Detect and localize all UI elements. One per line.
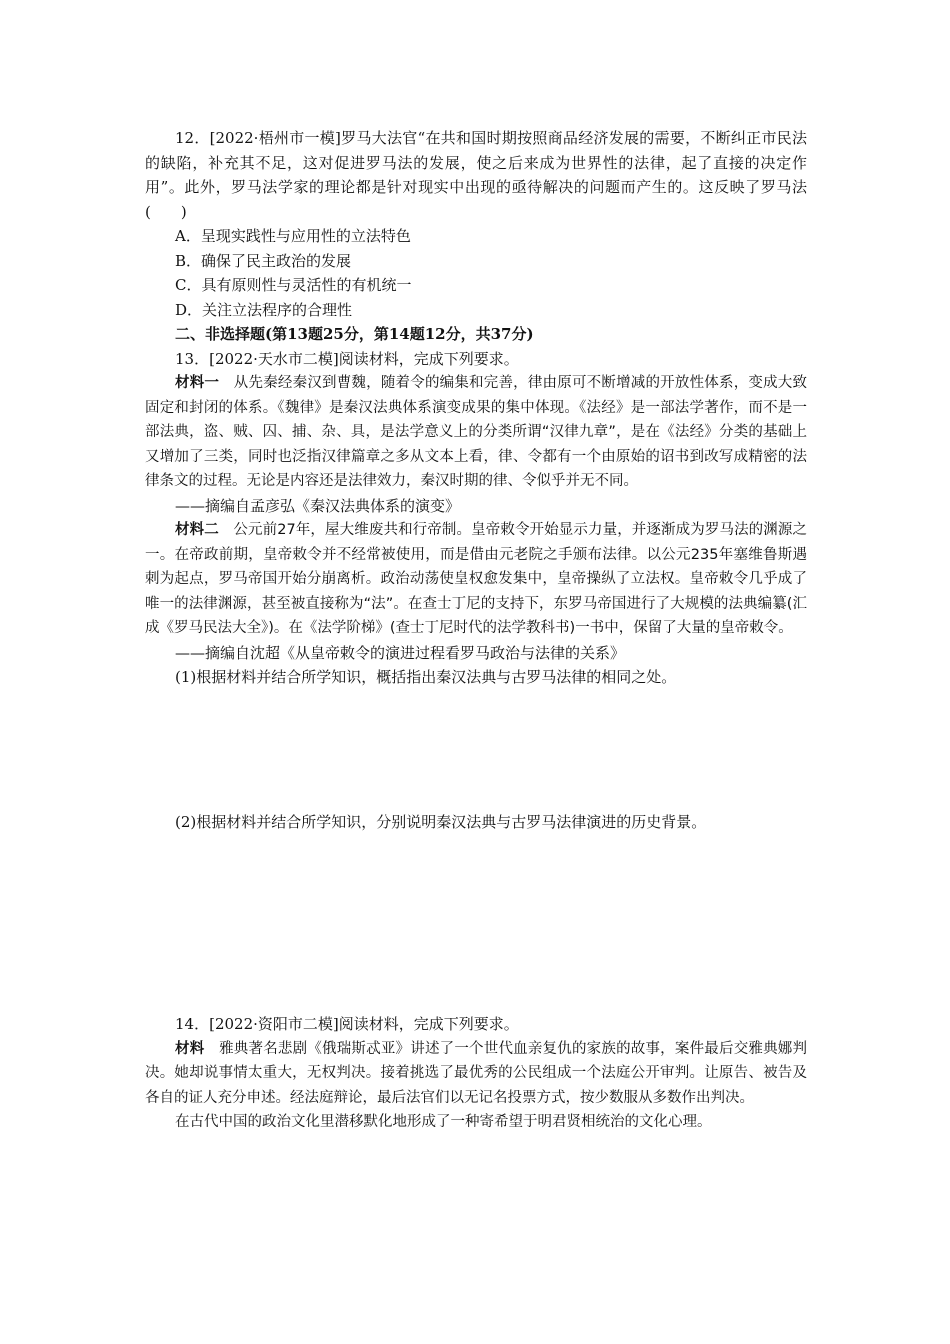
material-1-label: 材料一 [175,374,220,391]
q13-sub-2: (2)根据材料并结合所学知识，分别说明秦汉法典与古罗马法律演进的历史背景。 [175,812,707,831]
material-2-text: 公元前27年，屋大维废共和行帝制。皇帝敕令开始显示力量，并逐渐成为罗马法的渊源之一。在帝政前期，皇帝敕令并不经常被使用，而是借由元老院之手颁布法律。以公元235年塞维鲁斯遇刺为起点，罗马帝国开始分崩离析。政治动荡使皇权愈发集中，皇帝操纵了立法权。皇帝敕令几乎成了唯一的法律渊源，甚至被直接称为“法”。在查士丁尼的支持下，东罗马帝国进行了大规模的法典编纂(汇成《罗马民法大全》)。在《法学阶梯》(查士丁尼时代的法学教科书)一书中，保留了大量的皇帝敕令。 [145,522,807,636]
q12-option-b: B．确保了民主政治的发展 [175,251,352,270]
answer-space-1 [145,690,807,810]
answer-space-2 [145,834,807,1012]
q12-option-d: D．关注立法程序的合理性 [175,300,353,319]
material-1-text: 从先秦经秦汉到曹魏，随着令的编集和完善，律由原可不断增减的开放性体系，变成大致固定和封闭的体系。《魏律》是秦汉法典体系演变成果的集中体现。《法经》是一部法学著作，而不是一部法典，盗、贼、囚、捕、杂、具，是法学意义上的分类所谓“汉律九章”，是在《法经》分类的基础上又增加了三类，同时也泛指汉律篇章之多从文本上看，律、令都有一个由原始的诏书到改写成精密的法律条文的过程。无论是内容还是法律效力，秦汉时期的律、令似乎并无不同。 [145,375,807,489]
q14-stem: 14．[2022·资阳市二模]阅读材料，完成下列要求。 [175,1015,519,1033]
q13-stem: 13．[2022·天水市二模]阅读材料，完成下列要求。 [175,349,519,368]
q13-material-2 [145,518,807,641]
q12-option-a: A．呈现实践性与应用性的立法特色 [175,227,411,245]
material-1-source: ——摘编自孟彦弘《秦汉法典体系的演变》 [175,496,461,515]
q14-material [145,1037,807,1111]
q14-material-label: 材料 [175,1039,205,1057]
material-2-source: ——摘编自沈超《从皇帝敕令的演进过程看罗马政治与法律的关系》 [175,643,626,662]
q12-stem: 12．[2022·梧州市一模]罗马大法官“在共和国时期按照商品经济发展的需要，不断纠正市民法的缺陷，补充其不足，这对促进罗马法的发展，使之后来成为世界性的法律，起了直接的决定作用”。此外，罗马法学家的理论都是针对现实中出现的亟待解决的问题而产生的。这反映了罗马法( ) [145,129,807,221]
page-content [145,126,807,1135]
material-2-label: 材料二 [175,521,219,538]
section-heading: 二、非选择题(第13题25分，第14题12分，共37分) [175,325,534,343]
q14-material-text: 雅典著名悲剧《俄瑞斯忒亚》讲述了一个世代血亲复仇的家族的故事，案件最后交雅典娜判决。她却说事情太重大，无权判决。接着挑选了最优秀的公民组成一个法庭公开审判。让原告、被告及各自的证人充分申述。经法庭辩论，最后法官们以无记名投票方式，按少数服从多数作出判决。 [145,1040,807,1106]
q13-sub-1: (1)根据材料并结合所学知识，概括指出秦汉法典与古罗马法律的相同之处。 [175,668,677,686]
q14-material-2: 在古代中国的政治文化里潜移默化地形成了一种寄希望于明君贤相统治的文化心理。 [175,1114,712,1130]
q12-option-c: C．具有原则性与灵活性的有机统一 [175,276,412,294]
q13-material-1 [145,371,807,494]
